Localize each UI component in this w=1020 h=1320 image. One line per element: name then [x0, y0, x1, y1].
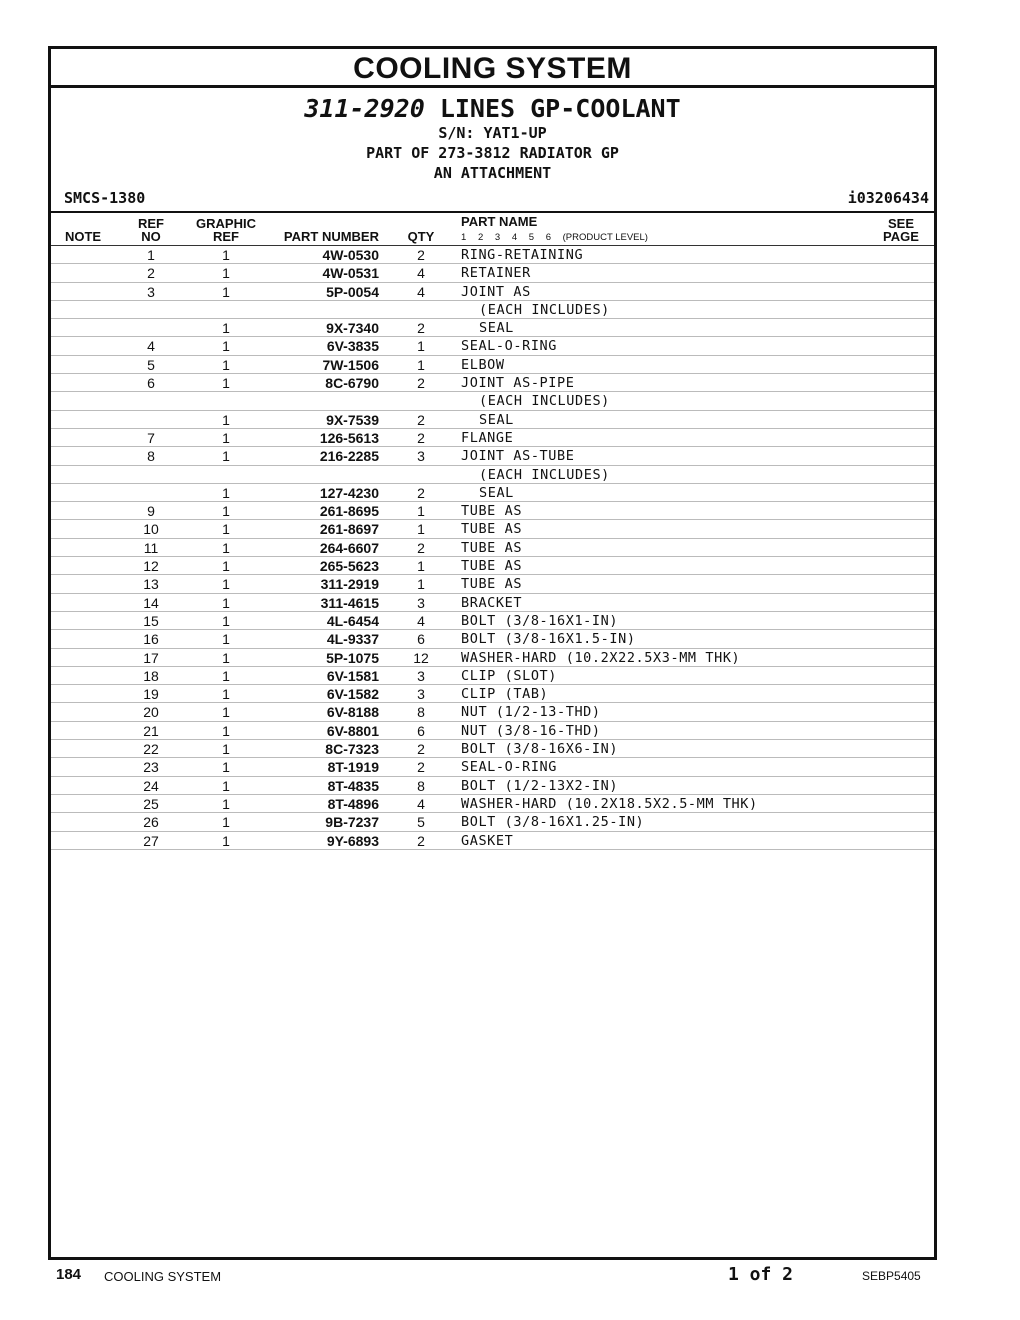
table-row [51, 740, 934, 758]
part-number-cell: 9Y-6893 [326, 832, 379, 849]
part-name-cell: SEAL [479, 411, 514, 428]
part-number-cell: 265-5623 [319, 558, 379, 575]
ref-no-cell: 20 [143, 704, 159, 721]
ref-no-cell: 4 [147, 338, 155, 355]
part-number-cell: 216-2285 [319, 448, 379, 465]
ref-no-cell: 14 [143, 594, 159, 611]
part-number-cell: 8T-4835 [327, 777, 379, 794]
graphic-ref-cell: 1 [222, 576, 230, 593]
graphic-ref-cell: 1 [222, 814, 230, 831]
ref-no-cell: 11 [143, 539, 159, 556]
qty-cell: 2 [417, 741, 425, 758]
qty-cell: 1 [417, 576, 425, 593]
parts-table-body [51, 246, 934, 850]
ref-no-cell: 12 [143, 558, 159, 575]
graphic-ref-cell: 1 [222, 448, 230, 465]
part-number-cell: 311-4615 [320, 594, 379, 611]
graphic-ref-cell: 1 [222, 759, 230, 776]
qty-cell: 8 [417, 704, 425, 721]
part-name-cell: BOLT (3/8-16X6-IN) [461, 741, 619, 758]
ref-no-cell: 9 [147, 503, 155, 520]
part-name-cell: TUBE AS [461, 503, 523, 520]
table-row [51, 539, 934, 557]
part-number-cell: 6V-1582 [326, 686, 379, 703]
table-row [51, 502, 934, 520]
header-see-bottom: PAGE [883, 229, 919, 244]
product-level-caption: (PRODUCT LEVEL) [562, 232, 648, 243]
part-name-cell: BOLT (3/8-16X1.5-IN) [461, 631, 636, 648]
part-name-cell: RETAINER [461, 265, 531, 282]
part-name-cell: (EACH INCLUDES) [479, 301, 610, 318]
part-name-cell: ELBOW [461, 356, 505, 373]
graphic-ref-cell: 1 [222, 667, 230, 684]
table-row [51, 575, 934, 593]
qty-cell: 3 [417, 594, 425, 611]
part-number-cell: 261-8697 [319, 521, 379, 538]
ref-no-cell: 13 [143, 576, 159, 593]
product-level-1: 1 [461, 232, 467, 243]
part-number-cell: 4W-0530 [322, 247, 379, 263]
graphic-ref-cell: 1 [222, 247, 230, 263]
attachment-note: AN ATTACHMENT [433, 164, 552, 182]
graphic-ref-cell: 1 [222, 338, 230, 355]
part-name-cell: JOINT AS-TUBE [461, 448, 575, 465]
graphic-ref-cell: 1 [222, 686, 230, 703]
qty-cell: 2 [417, 411, 425, 428]
qty-cell: 1 [417, 503, 425, 520]
part-name-cell: GASKET [461, 832, 514, 849]
table-row [51, 832, 934, 850]
ref-no-cell: 22 [143, 741, 159, 758]
part-number-cell: 8C-6790 [325, 375, 379, 392]
part-name-cell: BOLT (1/2-13X2-IN) [461, 777, 619, 794]
qty-cell: 6 [417, 722, 425, 739]
graphic-ref-cell: 1 [222, 503, 230, 520]
qty-cell: 2 [417, 832, 425, 849]
part-of: PART OF 273-3812 RADIATOR GP [366, 144, 619, 162]
part-name-cell: SEAL-O-RING [461, 338, 558, 355]
graphic-ref-cell: 1 [222, 795, 230, 812]
product-level-5: 5 [528, 232, 535, 243]
ref-no-cell: 26 [143, 814, 159, 831]
graphic-ref-cell: 1 [222, 722, 230, 739]
part-name-cell: TUBE AS [461, 558, 523, 575]
part-name-cell: FLANGE [461, 429, 514, 446]
qty-cell: 5 [417, 814, 425, 831]
header-qty: QTY [407, 229, 435, 244]
table-row [51, 612, 934, 630]
qty-cell: 4 [417, 283, 425, 300]
qty-cell: 1 [417, 356, 425, 373]
product-level-6: 6 [545, 232, 551, 243]
table-row [51, 594, 934, 612]
part-number-cell: 126-5613 [319, 429, 379, 446]
serial-number: S/N: YAT1-UP [438, 124, 547, 142]
illustration-id: i03206434 [847, 189, 929, 207]
graphic-ref-cell: 1 [222, 283, 230, 300]
part-name-cell: TUBE AS [461, 576, 523, 593]
qty-cell: 6 [417, 631, 425, 648]
part-name-cell: SEAL [479, 484, 514, 501]
table-row [51, 392, 934, 410]
ref-no-cell: 8 [147, 448, 155, 465]
part-number-cell: 8C-7323 [325, 741, 379, 758]
part-name-cell: WASHER-HARD (10.2X18.5X2.5-MM THK) [461, 795, 758, 812]
part-name-cell: RING-RETAINING [461, 247, 584, 263]
graphic-ref-cell: 1 [222, 594, 230, 611]
ref-no-cell: 3 [147, 283, 155, 300]
part-number-cell: 8T-1919 [327, 759, 379, 776]
table-row [51, 520, 934, 538]
qty-cell: 2 [417, 320, 425, 337]
qty-cell: 2 [417, 484, 425, 501]
qty-cell: 4 [417, 612, 425, 629]
graphic-ref-cell: 1 [222, 484, 230, 501]
ref-no-cell: 19 [143, 686, 159, 703]
qty-cell: 2 [417, 429, 425, 446]
ref-no-cell: 5 [147, 356, 155, 373]
table-row [51, 466, 934, 484]
table-row [51, 374, 934, 392]
part-number-cell: 9X-7539 [326, 411, 379, 428]
graphic-ref-cell: 1 [222, 612, 230, 629]
table-row [51, 264, 934, 282]
product-level-4: 4 [511, 232, 518, 243]
table-row [51, 484, 934, 502]
ref-no-cell: 24 [143, 777, 159, 794]
part-name-cell: TUBE AS [461, 521, 523, 538]
ref-no-cell: 27 [143, 832, 159, 849]
table-row [51, 319, 934, 337]
part-name-cell: CLIP (TAB) [461, 686, 549, 703]
product-level-2: 2 [477, 232, 484, 243]
part-name-cell: SEAL-O-RING [461, 759, 558, 776]
part-name-cell: WASHER-HARD (10.2X22.5X3-MM THK) [461, 649, 741, 666]
page-footer [0, 1262, 1020, 1292]
header-see-top: SEE [887, 216, 914, 231]
ref-no-cell: 7 [147, 429, 155, 446]
part-number-cell: 264-6607 [319, 539, 379, 556]
table-row [51, 649, 934, 667]
header-part-name: PART NAME [461, 214, 538, 229]
graphic-ref-cell: 1 [222, 558, 230, 575]
parts-page-frame [48, 46, 937, 1260]
graphic-ref-cell: 1 [222, 429, 230, 446]
part-name-cell: SEAL [479, 320, 514, 337]
table-row [51, 337, 934, 355]
part-number-cell: 4L-9337 [326, 631, 379, 648]
ref-no-cell: 21 [143, 722, 159, 739]
page-of-count: 1 of 2 [728, 1264, 794, 1285]
graphic-ref-cell: 1 [222, 521, 230, 538]
part-name-cell: TUBE AS [461, 539, 523, 556]
part-name-cell: JOINT AS-PIPE [461, 375, 575, 392]
footer-section: COOLING SYSTEM [104, 1269, 222, 1284]
ref-no-cell: 23 [143, 759, 159, 776]
document-id: SEBP5405 [862, 1269, 921, 1283]
header-divider [51, 211, 934, 213]
part-name-cell: (EACH INCLUDES) [479, 466, 610, 483]
table-row [51, 301, 934, 319]
ref-no-cell: 15 [143, 612, 159, 629]
table-row [51, 777, 934, 795]
header-graphic-bottom: REF [213, 229, 239, 244]
part-name-cell: CLIP (SLOT) [461, 667, 558, 684]
part-number-cell: 311-2919 [320, 576, 379, 593]
ref-no-cell: 1 [147, 247, 155, 263]
graphic-ref-cell: 1 [222, 649, 230, 666]
smcs-code: SMCS-1380 [64, 189, 146, 207]
part-name-cell: (EACH INCLUDES) [479, 393, 610, 410]
part-number-cell: 8T-4896 [327, 795, 379, 812]
ref-no-cell: 18 [143, 667, 159, 684]
qty-cell: 3 [417, 686, 425, 703]
table-row [51, 356, 934, 374]
part-number-cell: 6V-8188 [326, 704, 379, 721]
table-row [51, 411, 934, 429]
graphic-ref-cell: 1 [222, 375, 230, 392]
part-number-cell: 9B-7237 [325, 814, 379, 831]
group-name: LINES GP-COOLANT [439, 94, 681, 123]
table-row [51, 795, 934, 813]
page-number: 184 [56, 1266, 82, 1283]
part-name-cell: NUT (3/8-16-THD) [461, 722, 601, 739]
table-row [51, 667, 934, 685]
header-part-number: PART NUMBER [283, 229, 379, 244]
header-graphic-top: GRAPHIC [196, 216, 256, 231]
graphic-ref-cell: 1 [222, 320, 230, 337]
graphic-ref-cell: 1 [222, 356, 230, 373]
graphic-ref-cell: 1 [222, 777, 230, 794]
header-ref-bottom: NO [141, 229, 161, 244]
ref-no-cell: 17 [143, 649, 159, 666]
table-row [51, 283, 934, 301]
graphic-ref-cell: 1 [222, 539, 230, 556]
ref-no-cell: 6 [147, 375, 155, 392]
part-number-cell: 6V-1581 [326, 667, 379, 684]
part-number-cell: 9X-7340 [326, 320, 379, 337]
part-number-cell: 261-8695 [319, 503, 379, 520]
product-level-labels [461, 232, 657, 243]
table-row [51, 557, 934, 575]
qty-cell: 1 [417, 338, 425, 355]
section-title: COOLING SYSTEM [51, 49, 934, 88]
table-row [51, 246, 934, 264]
part-number-cell: 5P-0054 [326, 283, 379, 300]
part-number-cell: 4L-6454 [326, 612, 379, 629]
graphic-ref-cell: 1 [222, 411, 230, 428]
table-row [51, 703, 934, 721]
table-row [51, 758, 934, 776]
qty-cell: 2 [417, 759, 425, 776]
part-name-cell: JOINT AS [461, 283, 531, 300]
group-part-number: 311-2920 [304, 94, 425, 123]
qty-cell: 12 [413, 649, 429, 666]
ref-no-cell: 16 [143, 631, 159, 648]
table-row [51, 630, 934, 648]
part-number-cell: 5P-1075 [326, 649, 379, 666]
table-row [51, 813, 934, 831]
qty-cell: 2 [417, 539, 425, 556]
qty-cell: 4 [417, 795, 425, 812]
product-level-3: 3 [494, 232, 501, 243]
group-title [51, 95, 934, 123]
part-name-cell: BRACKET [461, 594, 523, 611]
part-number-cell: 127-4230 [319, 484, 379, 501]
qty-cell: 1 [417, 521, 425, 538]
part-name-cell: BOLT (3/8-16X1.25-IN) [461, 814, 645, 831]
qty-cell: 2 [417, 375, 425, 392]
qty-cell: 4 [417, 265, 425, 282]
group-heading [51, 95, 934, 183]
graphic-ref-cell: 1 [222, 741, 230, 758]
qty-cell: 1 [417, 558, 425, 575]
part-name-cell: NUT (1/2-13-THD) [461, 704, 601, 721]
graphic-ref-cell: 1 [222, 631, 230, 648]
ref-no-cell: 10 [143, 521, 159, 538]
header-note: NOTE [64, 229, 102, 244]
table-row [51, 685, 934, 703]
qty-cell: 3 [417, 448, 425, 465]
qty-cell: 3 [417, 667, 425, 684]
graphic-ref-cell: 1 [222, 265, 230, 282]
table-row [51, 429, 934, 447]
part-number-cell: 4W-0531 [322, 265, 379, 282]
part-number-cell: 6V-8801 [326, 722, 379, 739]
graphic-ref-cell: 1 [222, 832, 230, 849]
table-row [51, 447, 934, 465]
table-row [51, 722, 934, 740]
part-name-cell: BOLT (3/8-16X1-IN) [461, 612, 619, 629]
qty-cell: 8 [417, 777, 425, 794]
part-number-cell: 6V-3835 [326, 338, 379, 355]
header-ref-top: REF [138, 216, 164, 231]
qty-cell: 2 [417, 247, 425, 263]
ref-no-cell: 2 [147, 265, 155, 282]
graphic-ref-cell: 1 [222, 704, 230, 721]
part-number-cell: 7W-1506 [322, 356, 379, 373]
ref-no-cell: 25 [143, 795, 159, 812]
